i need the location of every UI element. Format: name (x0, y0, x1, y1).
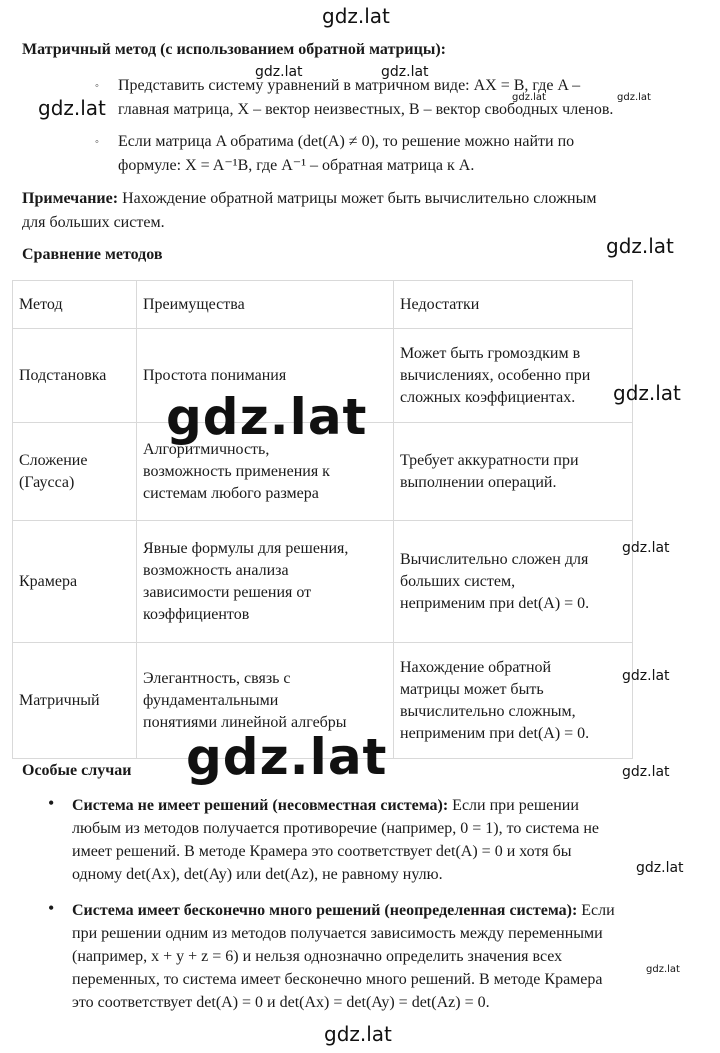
circle-bullet-icon: ◦ (95, 80, 99, 92)
cell-line: коэффициентов (143, 605, 250, 623)
watermark-big: gdz.lat (166, 388, 368, 446)
watermark-small: gdz.lat (255, 64, 303, 80)
cell-pros (137, 521, 394, 643)
cell-cons (394, 423, 633, 521)
matrix-item-1-line-1: Представить систему уравнений в матричном виде: AX = B, где A – (118, 77, 581, 94)
header-method: Метод (13, 281, 137, 329)
watermark-tiny: gdz.lat (646, 964, 680, 975)
cell-line: неприменим при det(A) = 0. (400, 594, 590, 612)
cell-line: Алгоритмичность, (143, 440, 270, 458)
cell-line: неприменим при det(A) = 0. (400, 724, 590, 742)
cell-line: Нахождение обратной (400, 658, 552, 676)
cell-line: вычислительно сложным, (400, 702, 576, 720)
bullet-dot-icon: • (48, 898, 55, 918)
watermark-right: gdz.lat (613, 381, 681, 405)
header-pros: Преимущества (137, 281, 394, 329)
watermark-left: gdz.lat (38, 96, 106, 120)
cell-line: вычислениях, особенно при (400, 366, 591, 384)
special-item-1-line-3: имеет решений. В методе Крамера это соответствует det(A) = 0 и хотя бы (72, 843, 572, 860)
watermark-right: gdz.lat (622, 540, 670, 556)
special-item-2-line-3: (например, x + y + z = 6) и нельзя однозначно определить значения всех (72, 948, 563, 965)
cell-line: Подстановка (19, 366, 107, 384)
cell-line: системам любого размера (143, 484, 319, 502)
cell-method (13, 643, 137, 759)
special-item-1-line-4: одному det(Ax), det(Ay) или det(Az), не равному нулю. (72, 866, 443, 883)
cell-line: понятиями линейной алгебры (143, 713, 347, 731)
cell-method (13, 521, 137, 643)
special-cases-heading: Особые случаи (22, 762, 132, 779)
cell-line: зависимости решения от (143, 583, 312, 601)
comparison-table (12, 280, 633, 759)
circle-bullet-icon: ◦ (95, 136, 99, 148)
table-header-row (13, 281, 633, 329)
matrix-item-1-line-2: главная матрица, X – вектор неизвестных, B – вектор свободных членов. (118, 101, 614, 118)
cell-cons (394, 329, 633, 423)
special-item-1-text: Если при решении (448, 797, 579, 814)
special-item-2-line-4: переменных, то система имеет бесконечно много решений. В методе Крамера (72, 971, 603, 988)
cell-line: больших систем, (400, 572, 516, 590)
note-label: Примечание: (22, 190, 119, 207)
special-item-2-line-2: при решении одним из методов получается зависимость между переменными (72, 925, 603, 942)
cell-line: Элегантность, связь с (143, 669, 291, 687)
special-item-2-line-5: это соответствует det(A) = 0 и det(Ax) = det(Ay) = det(Az) = 0. (72, 994, 490, 1011)
note-text-1: Нахождение обратной матрицы может быть вычислительно сложным (118, 190, 597, 207)
comparison-heading: Сравнение методов (22, 246, 163, 263)
cell-line: Сложение (19, 451, 88, 469)
matrix-item-2-line-1: Если матрица A обратима (det(A) ≠ 0), то решение можно найти по (118, 133, 575, 150)
cell-method (13, 329, 137, 423)
matrix-method-heading: Матричный метод (с использованием обратной матрицы): (22, 41, 446, 58)
special-item-1-line-2: любым из методов получается противоречие (например, 0 = 1), то система не (72, 820, 599, 837)
note-text-2: для больших систем. (22, 214, 165, 231)
cell-line: Требует аккуратности при (400, 451, 579, 469)
bullet-dot-icon: • (48, 793, 55, 813)
cell-line: (Гаусса) (19, 473, 75, 491)
watermark-tiny: gdz.lat (512, 92, 546, 103)
cell-line: Простота понимания (143, 366, 287, 384)
cell-line: Крамера (19, 572, 78, 590)
cell-line: Матричный (19, 691, 100, 709)
cell-line: выполнении операций. (400, 473, 557, 491)
watermark-right: gdz.lat (636, 860, 684, 876)
cell-cons (394, 643, 633, 759)
cell-line: возможность анализа (143, 561, 289, 579)
cell-line: Явные формулы для решения, (143, 539, 349, 557)
cell-line: фундаментальными (143, 691, 279, 709)
watermark-tiny: gdz.lat (617, 92, 651, 103)
watermark-small: gdz.lat (381, 64, 429, 80)
special-item-1-title: Система не имеет решений (несовместная система): (72, 797, 449, 814)
watermark-right: gdz.lat (622, 668, 670, 684)
watermark-right: gdz.lat (606, 234, 674, 258)
cell-method (13, 423, 137, 521)
special-item-1-line-1 (72, 794, 579, 817)
matrix-item-2-line-2: формуле: X = A⁻¹B, где A⁻¹ – обратная матрица к A. (118, 157, 475, 174)
cell-cons (394, 521, 633, 643)
header-cons: Недостатки (394, 281, 633, 329)
cell-line: возможность применения к (143, 462, 330, 480)
cell-line: сложных коэффициентах. (400, 388, 576, 406)
cell-line: Вычислительно сложен для (400, 550, 589, 568)
table-row (13, 521, 633, 643)
watermark-top: gdz.lat (322, 4, 390, 28)
note-paragraph (22, 187, 596, 211)
watermark-bottom: gdz.lat (324, 1022, 392, 1046)
special-item-2-title: Система имеет бесконечно много решений (неопределенная система): (72, 902, 578, 919)
cell-line: матрицы может быть (400, 680, 544, 698)
watermark-right: gdz.lat (622, 764, 670, 780)
special-item-2-text: Если (577, 902, 615, 919)
cell-line: Может быть громоздким в (400, 344, 581, 362)
special-item-2-line-1 (72, 899, 615, 922)
watermark-big: gdz.lat (186, 728, 388, 786)
